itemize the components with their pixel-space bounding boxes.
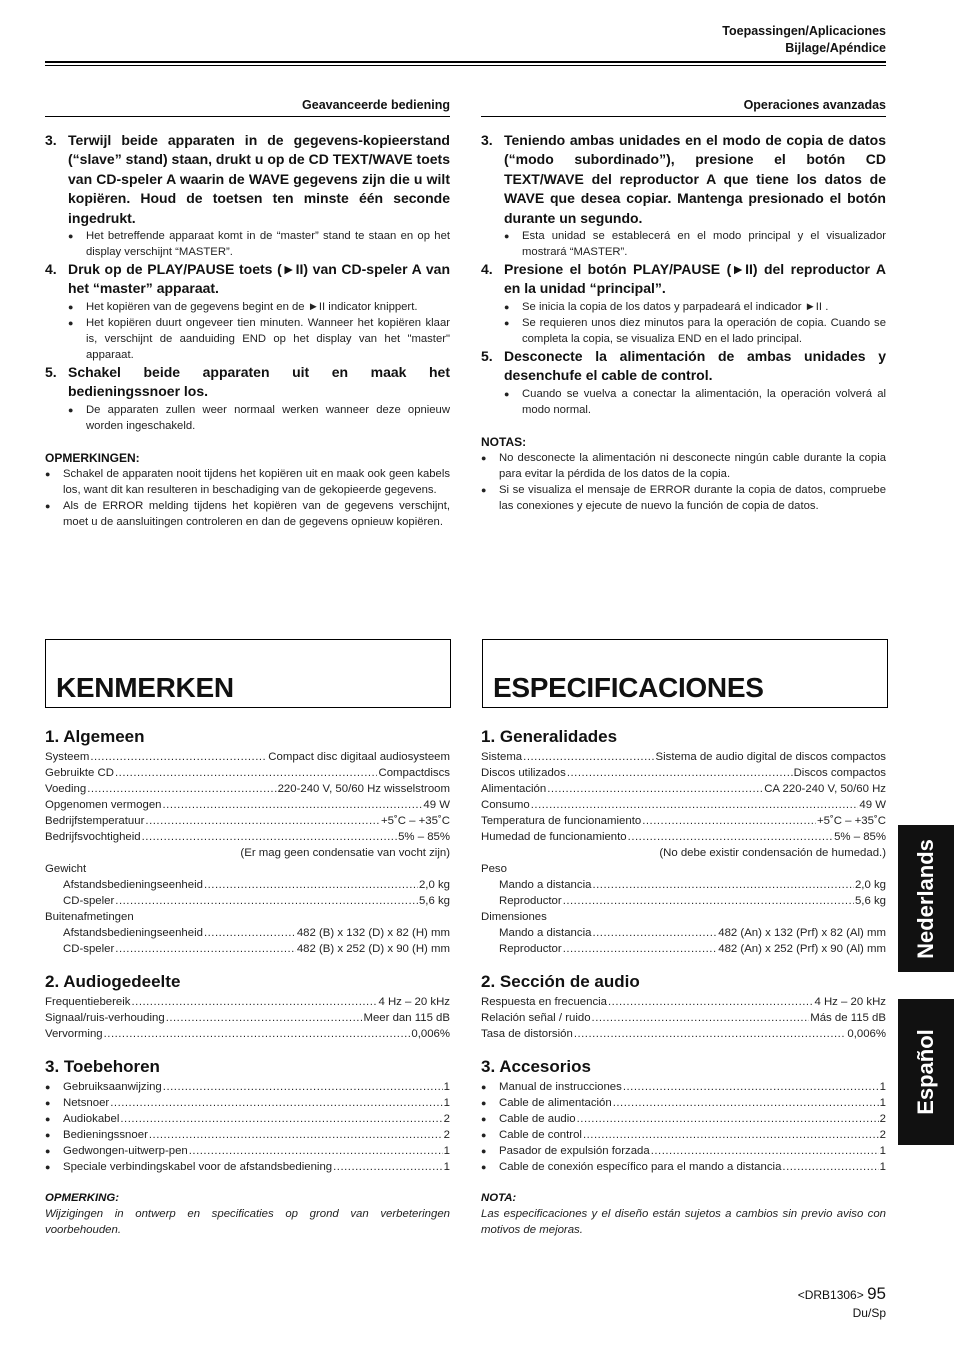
leader-dots — [110, 1095, 442, 1111]
leader-dots — [608, 994, 813, 1010]
spec-label: Alimentación — [481, 783, 547, 795]
leader-dots — [563, 893, 854, 909]
accessory-row — [45, 1095, 450, 1111]
accessory-row — [481, 1143, 886, 1159]
spec-row — [45, 1010, 450, 1026]
step-bullet — [45, 228, 450, 260]
spec-label: Consumo — [481, 799, 530, 811]
spec-label: Afstandsbedieningseenheid — [63, 879, 203, 891]
notes-title: NOTAS: — [481, 434, 527, 449]
spec-value: 482 (An) x 252 (Prf) x 90 (Al) mm — [718, 943, 886, 955]
right-instructions — [481, 98, 886, 514]
step — [481, 131, 886, 228]
bullet-text: De apparaten zullen weer normaal werken wanneer deze opnieuw worden ingeschakeld. — [86, 403, 450, 432]
spec-row — [481, 1010, 886, 1026]
spec-label: Relación señal / ruido — [481, 1012, 591, 1024]
spec-value: 1 — [443, 1161, 450, 1173]
leader-dots — [563, 941, 718, 957]
leader-dots — [87, 781, 276, 797]
bullet-dot: ● — [45, 1098, 51, 1108]
specs-left — [45, 726, 450, 1238]
spec-row — [481, 813, 886, 829]
dimensions-label: Dimensiones — [481, 911, 547, 923]
spec-label: Reproductor — [499, 943, 562, 955]
spec-row — [481, 797, 886, 813]
spec-value: Meer dan 115 dB — [363, 1012, 450, 1024]
language-tab-espanol[interactable] — [898, 999, 954, 1145]
spec-value: 5,6 kg — [418, 895, 450, 907]
spec-row — [481, 893, 886, 909]
spec-label: Cable de alimentación — [499, 1097, 612, 1109]
leader-dots — [613, 1095, 879, 1111]
accessory-row — [481, 1111, 886, 1127]
bullet-dot: ● — [504, 388, 510, 399]
weight-label: Gewicht — [45, 863, 87, 875]
spec-heading-audio: 2. Sección de audio — [481, 972, 640, 991]
note-item — [481, 450, 886, 482]
spec-value: 5% – 85% — [834, 831, 886, 843]
footnote-heading: OPMERKING: — [45, 1192, 120, 1204]
leader-dots — [547, 781, 763, 797]
language-code: Du/Sp — [852, 1306, 886, 1320]
step-bullet — [481, 228, 886, 260]
spec-value: Sistema de audio digital de discos compactos — [655, 751, 886, 763]
accessory-row — [45, 1079, 450, 1095]
spec-value: 2 — [879, 1113, 886, 1125]
step-number: 5. — [45, 363, 57, 380]
spec-label: Pasador de expulsión forzada — [499, 1145, 650, 1157]
spec-label: Vervorming — [45, 1028, 103, 1040]
spec-row — [45, 829, 450, 845]
spec-value: Compactdiscs — [378, 767, 450, 779]
left-instructions — [45, 98, 450, 530]
leader-dots — [204, 877, 418, 893]
spec-value: 4 Hz – 20 kHz — [814, 996, 886, 1008]
spec-value: Discos compactos — [793, 767, 886, 779]
spec-label: Discos utilizados — [481, 767, 566, 779]
bullet-dot: ● — [68, 231, 74, 242]
spec-label: CD-speler — [63, 895, 115, 907]
bullet-dot: ● — [45, 1130, 51, 1140]
notes-title: OPMERKINGEN: — [45, 450, 140, 465]
leader-dots — [115, 941, 296, 957]
spec-value: 0,006% — [411, 1028, 450, 1040]
leader-dots — [104, 1026, 411, 1042]
page-number: 95 — [867, 1284, 886, 1303]
spacer — [45, 1042, 450, 1056]
spec-label: Gebruiksaanwijzing — [63, 1081, 162, 1093]
spec-row — [481, 749, 886, 765]
step-number: 5. — [481, 347, 493, 364]
leader-dots — [166, 1010, 363, 1026]
spec-label: Temperatura de funcionamiento — [481, 815, 642, 827]
accessory-row — [481, 1127, 886, 1143]
accessory-row — [45, 1159, 450, 1175]
spec-label: Respuesta en frecuencia — [481, 996, 608, 1008]
spec-value: 2 — [443, 1129, 450, 1141]
spec-row — [481, 877, 886, 893]
spec-row — [45, 1026, 450, 1042]
note-item — [45, 498, 450, 530]
spacer — [481, 957, 886, 971]
spacer — [45, 957, 450, 971]
note-text: Schakel de apparaten nooit tijdens het kopiëren uit en maak ook geen kabels los, want dit kan resulteren in beschadiging van de gekopieerde gegevens. — [63, 467, 450, 496]
step-text: Terwijl beide apparaten in de gegevens-kopieerstand (“slave” stand) staan, drukt u op de CD TEXT/WAVE toets van CD-speler A waarin de WAVE gegevens zijn die u wilt kopiëren. Houd de toetsen ten minste één seconde ingedrukt. — [68, 132, 450, 226]
leader-dots — [115, 893, 418, 909]
page-title: KENMERKEN — [56, 672, 234, 703]
leader-dots — [642, 813, 816, 829]
leader-dots — [189, 1143, 443, 1159]
spec-value: 5,6 kg — [854, 895, 886, 907]
step — [45, 363, 450, 402]
leader-dots — [145, 813, 380, 829]
spec-label: Gedwongen-uitwerp-pen — [63, 1145, 188, 1157]
leader-dots — [120, 1111, 442, 1127]
step-number: 4. — [481, 261, 493, 278]
spec-label: Cable de conexión específico para el mando a distancia — [499, 1161, 782, 1173]
tab-label: Nederlands — [913, 838, 938, 959]
accessory-row — [45, 1111, 450, 1127]
leader-dots — [651, 1143, 879, 1159]
spec-row — [45, 877, 450, 893]
footnote-heading: NOTA: — [481, 1192, 517, 1204]
leader-dots — [782, 1159, 878, 1175]
spec-heading-audio: 2. Audiogedeelte — [45, 972, 181, 991]
note-item — [45, 466, 450, 498]
bullet-dot: ● — [481, 1082, 487, 1092]
spacer — [481, 1042, 886, 1056]
spec-heading-accessories: 3. Accesorios — [481, 1057, 591, 1076]
spec-value: 1 — [879, 1145, 886, 1157]
step-list — [481, 131, 886, 418]
spec-value: CA 220-240 V, 50/60 Hz — [764, 783, 886, 795]
spec-value: Compact disc digitaal audiosysteem — [268, 751, 450, 763]
leader-dots — [115, 765, 377, 781]
notes-list — [45, 466, 450, 530]
bullet-dot: ● — [504, 317, 510, 328]
header-line-1: Toepassingen/Aplicaciones — [722, 24, 886, 38]
spec-row — [45, 749, 450, 765]
spec-label: Mando a distancia — [499, 927, 592, 939]
leader-dots — [333, 1159, 443, 1175]
spec-label: CD-speler — [63, 943, 115, 955]
spec-label: Signaal/ruis-verhouding — [45, 1012, 165, 1024]
accessory-row — [481, 1095, 886, 1111]
spec-value: 1 — [443, 1097, 450, 1109]
spec-value: Más de 115 dB — [810, 1012, 886, 1024]
bullet-dot: ● — [45, 1146, 51, 1156]
spec-row — [481, 925, 886, 941]
step-number: 3. — [481, 132, 493, 148]
specs-right — [481, 726, 886, 1238]
bullet-dot: ● — [481, 1146, 487, 1156]
spec-label: Bedieningssnoer — [63, 1129, 148, 1141]
spec-value: 4 Hz – 20 kHz — [378, 996, 450, 1008]
step-bullet — [481, 299, 886, 315]
spec-label: Tasa de distorsión — [481, 1028, 573, 1040]
bullet-text: Se requieren unos diez minutos para la operación de copia. Cuando se completa la copia, se visualiza END en el lado principal. — [522, 316, 886, 345]
note-text: Als de ERROR melding tijdens het kopiëren van de gegevens verschijnt, moet u de aansluitingen controleren en dan de gegevens opnieuw kopiëren. — [63, 499, 450, 528]
spec-label: Reproductor — [499, 895, 562, 907]
leader-dots — [142, 829, 397, 845]
footnote-text: Wijzigingen in ontwerp en specificaties op grond van verbeteringen voorbehouden. — [45, 1208, 450, 1236]
doc-code: <DRB1306> — [797, 1288, 864, 1302]
bullet-dot: ● — [504, 231, 510, 242]
spec-value: 1 — [443, 1081, 450, 1093]
header-line-2: Bijlage/Apéndice — [785, 41, 886, 55]
humidity-note: (No debe existir condensación de humedad.) — [659, 847, 886, 859]
running-header — [722, 23, 886, 57]
step — [45, 260, 450, 299]
bullet-text: Se inicia la copia de los datos y parpadeará el indicador ►II . — [522, 300, 829, 313]
spec-row — [481, 829, 886, 845]
note-text: No desconecte la alimentación ni desconecte ningún cable durante la copia para evitar la pérdida de los datos de la copia. — [499, 451, 886, 480]
spec-heading-general: 1. Generalidades — [481, 727, 618, 746]
spec-row — [481, 1026, 886, 1042]
leader-dots — [592, 925, 717, 941]
bullet-dot: ● — [68, 317, 74, 328]
leader-dots — [577, 1111, 879, 1127]
spec-value: +5˚C – +35˚C — [380, 815, 450, 827]
bullet-text: Cuando se vuelva a conectar la alimentación, la operación volverá al modo normal. — [522, 387, 886, 416]
spec-label: Speciale verbindingskabel voor de afstandsbediening — [63, 1161, 333, 1173]
step — [481, 347, 886, 386]
spec-row — [481, 994, 886, 1010]
spec-value: 5% – 85% — [398, 831, 450, 843]
spec-value: 1 — [879, 1161, 886, 1173]
humidity-note: (Er mag geen condensatie van vocht zijn) — [240, 847, 450, 859]
section-heading: Geavanceerde bediening — [45, 98, 450, 117]
step-bullet — [45, 299, 450, 315]
spec-value: 220-240 V, 50/60 Hz wisselstroom — [277, 783, 450, 795]
step-bullet — [481, 386, 886, 418]
leader-dots — [149, 1127, 443, 1143]
spec-value: 1 — [879, 1097, 886, 1109]
spec-row — [45, 994, 450, 1010]
spec-label: Gebruikte CD — [45, 767, 115, 779]
spec-row — [481, 941, 886, 957]
title-box-especificaciones — [482, 639, 888, 708]
leader-dots — [523, 749, 654, 765]
spec-row — [45, 765, 450, 781]
leader-dots — [567, 765, 793, 781]
leader-dots — [131, 994, 377, 1010]
step-bullet — [45, 402, 450, 434]
spec-label: Mando a distancia — [499, 879, 592, 891]
page-footer — [798, 1285, 886, 1322]
spec-label: Voeding — [45, 783, 87, 795]
bullet-dot: ● — [68, 301, 74, 312]
spec-label: Netsnoer — [63, 1097, 110, 1109]
leader-dots — [583, 1127, 879, 1143]
bullet-text: Het betreffende apparaat komt in de “master” stand te staan en op het display verschijnt “MASTER”. — [86, 230, 450, 259]
header-rule-thin — [45, 65, 886, 66]
note-text: Si se visualiza el mensaje de ERROR durante la copia de datos, compruebe las conexiones y ejecute de nuevo la función de copia de datos. — [499, 483, 886, 512]
spec-value: 2 — [443, 1113, 450, 1125]
leader-dots — [163, 797, 423, 813]
weight-label: Peso — [481, 863, 507, 875]
leader-dots — [163, 1079, 443, 1095]
bullet-text: Het kopiëren duurt ongeveer tien minuten. Wanneer het kopiëren klaar is, verschijnt de aanduiding END op het display van het "master" apparaat. — [86, 316, 450, 361]
spec-value: 49 W — [859, 799, 886, 811]
spec-label: Systeem — [45, 751, 90, 763]
spec-value: 1 — [443, 1145, 450, 1157]
bullet-dot: ● — [45, 1082, 51, 1092]
spec-row — [45, 941, 450, 957]
header-rule — [45, 61, 886, 63]
leader-dots — [204, 925, 296, 941]
bullet-dot: ● — [45, 468, 51, 479]
spec-value: 49 W — [423, 799, 450, 811]
spec-label: Sistema — [481, 751, 523, 763]
leader-dots — [592, 1010, 810, 1026]
section-heading: Operaciones avanzadas — [481, 98, 886, 117]
bullet-text: Esta unidad se establecerá en el modo principal y el visualizador mostrará “MASTER”. — [522, 230, 886, 259]
dimensions-label: Buitenafmetingen — [45, 911, 134, 923]
spec-value: 482 (B) x 132 (D) x 82 (H) mm — [296, 927, 450, 939]
bullet-dot: ● — [504, 301, 510, 312]
title-box-kenmerken — [45, 639, 451, 708]
leader-dots — [531, 797, 859, 813]
leader-dots — [574, 1026, 847, 1042]
spec-label: Audiokabel — [63, 1113, 120, 1125]
spec-label: Manual de instrucciones — [499, 1081, 622, 1093]
bullet-dot: ● — [481, 1098, 487, 1108]
spec-label: Bedrijfstemperatuur — [45, 815, 145, 827]
accessory-row — [45, 1143, 450, 1159]
step — [45, 131, 450, 228]
spec-row — [45, 781, 450, 797]
spec-value: 482 (B) x 252 (D) x 90 (H) mm — [296, 943, 450, 955]
spec-value: 2 — [879, 1129, 886, 1141]
bullet-dot: ● — [481, 1114, 487, 1124]
bullet-dot: ● — [45, 1162, 51, 1172]
spec-row — [45, 893, 450, 909]
spec-label: Cable de audio — [499, 1113, 576, 1125]
leader-dots — [623, 1079, 879, 1095]
step-number: 4. — [45, 261, 57, 278]
note-item — [481, 482, 886, 514]
leader-dots — [592, 877, 854, 893]
spec-value: 2,0 kg — [854, 879, 886, 891]
spec-row — [45, 813, 450, 829]
step-list — [45, 131, 450, 434]
step — [481, 260, 886, 299]
spec-label: Afstandsbedieningseenheid — [63, 927, 203, 939]
leader-dots — [628, 829, 833, 845]
tab-label: Español — [913, 1029, 938, 1115]
step-bullet — [481, 315, 886, 347]
spec-value: 2,0 kg — [418, 879, 450, 891]
accessory-row — [481, 1079, 886, 1095]
spec-label: Humedad de funcionamiento — [481, 831, 627, 843]
spec-value: +5˚C – +35˚C — [816, 815, 886, 827]
bullet-text: Het kopiëren van de gegevens begint en de ►II indicator knippert. — [86, 300, 418, 313]
spec-row — [45, 797, 450, 813]
bullet-dot: ● — [45, 1114, 51, 1124]
accessory-row — [45, 1127, 450, 1143]
spec-row — [45, 925, 450, 941]
spec-row — [481, 765, 886, 781]
spec-value: 0,006% — [847, 1028, 886, 1040]
spec-value: 1 — [879, 1081, 886, 1093]
spec-label: Opgenomen vermogen — [45, 799, 162, 811]
spec-value: 482 (An) x 132 (Prf) x 82 (Al) mm — [718, 927, 886, 939]
step-text: Teniendo ambas unidades en el modo de copia de datos (“modo subordinado”), presione el botón CD TEXT/WAVE del reproductor A que tiene los datos de WAVE que desea copiar. Mantenga presionado el botón durante un segundo. — [504, 132, 886, 226]
bullet-dot: ● — [68, 404, 74, 415]
step-text: Schakel beide apparaten uit en maak het bedieningssnoer los. — [68, 363, 450, 400]
language-tab-nederlands[interactable] — [898, 825, 954, 972]
bullet-dot: ● — [481, 452, 487, 463]
page-title: ESPECIFICACIONES — [493, 672, 764, 703]
step-text: Desconecte la alimentación de ambas unidades y desenchufe el cable de control. — [504, 347, 886, 384]
spec-heading-general: 1. Algemeen — [45, 727, 145, 746]
step-text: Druk op de PLAY/PAUSE toets (►II) van CD-speler A van het “master” apparaat. — [68, 261, 450, 297]
spec-row — [481, 781, 886, 797]
notes-list — [481, 450, 886, 514]
bullet-dot: ● — [481, 484, 487, 495]
bullet-dot: ● — [45, 500, 51, 511]
bullet-dot: ● — [481, 1130, 487, 1140]
spec-heading-accessories: 3. Toebehoren — [45, 1057, 160, 1076]
leader-dots — [90, 749, 267, 765]
spec-label: Frequentiebereik — [45, 996, 131, 1008]
step-text: Presione el botón PLAY/PAUSE (►II) del reproductor A en la unidad “principal”. — [504, 261, 886, 297]
spec-label: Cable de control — [499, 1129, 582, 1141]
accessory-row — [481, 1159, 886, 1175]
step-number: 3. — [45, 132, 57, 148]
footnote-text: Las especificaciones y el diseño están sujetos a cambios sin previo aviso con motivos de mejoras. — [481, 1208, 886, 1236]
spec-label: Bedrijfsvochtigheid — [45, 831, 141, 843]
step-bullet — [45, 315, 450, 363]
bullet-dot: ● — [481, 1162, 487, 1172]
